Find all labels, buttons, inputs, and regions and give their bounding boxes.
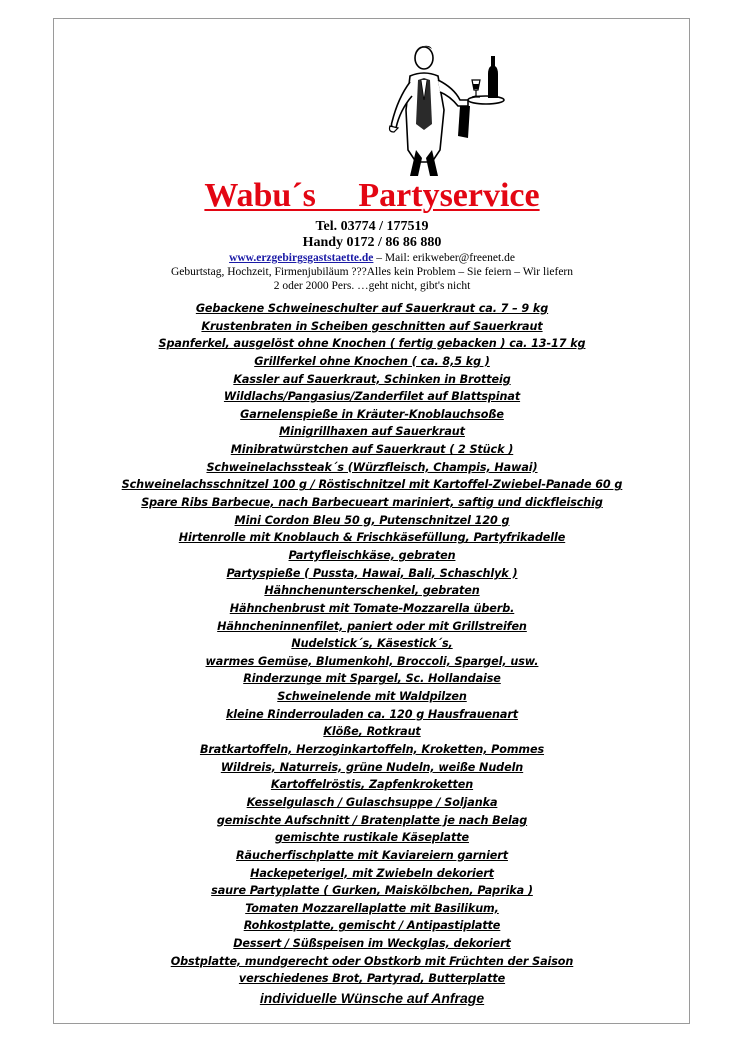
menu-item: Schweinelende mit Waldpilzen	[277, 690, 467, 704]
menu-item: gemischte rustikale Käseplatte	[275, 831, 469, 845]
menu-item: Mini Cordon Bleu 50 g, Putenschnitzel 120 g	[234, 513, 510, 527]
menu-item: Hähnchenbrust mit Tomate-Mozzarella überb.	[229, 601, 515, 615]
menu-item: Kesselgulasch / Gulaschsuppe / Soljanka	[246, 795, 498, 809]
menu-item: Hähncheninnenfilet, paniert oder mit Grillstreifen	[217, 619, 527, 633]
contact-line	[0, 251, 744, 265]
menu-list	[56, 300, 688, 988]
mail-text: – Mail: erikweber@freenet.de	[373, 252, 515, 264]
menu-item: Räucherfischplatte mit Kaviareiern garniert	[236, 848, 508, 862]
phone-number: Tel. 03774 / 177519	[315, 219, 429, 234]
menu-item: Spanferkel, ausgelöst ohne Knochen ( fertig gebacken ) ca. 13-17 kg	[158, 337, 586, 351]
menu-item: Minigrillhaxen auf Sauerkraut	[279, 425, 465, 439]
menu-item: Wildreis, Naturreis, grüne Nudeln, weiße Nudeln	[220, 760, 524, 774]
menu-item: Grillferkel ohne Knochen ( ca. 8,5 kg )	[254, 354, 490, 368]
menu-item: Kartoffelröstis, Zapfenkroketten	[270, 778, 474, 792]
menu-item: Nudelstick´s, Käsestick´s,	[291, 637, 453, 651]
menu-item: Tomaten Mozzarellaplatte mit Basilikum,	[245, 901, 499, 915]
menu-item: Bratkartoffeln, Herzoginkartoffeln, Kroketten, Pommes	[199, 743, 545, 757]
menu-item: Schweinelachsschnitzel 100 g / Röstischnitzel mit Kartoffel-Zwiebel-Panade 60 g	[121, 478, 623, 492]
menu-item: Obstplatte, mundgerecht oder Obstkorb mit Früchten der Saison	[170, 954, 574, 968]
mobile-number: Handy 0172 / 86 86 880	[302, 235, 442, 250]
waiter-illustration-icon	[388, 40, 506, 180]
menu-item: Partyspieße ( Pussta, Hawai, Bali, Schaschlyk )	[226, 566, 518, 580]
menu-item: Garnelenspieße in Kräuter-Knoblauchsoße	[240, 407, 504, 421]
menu-item: Spare Ribs Barbecue, nach Barbecueart mariniert, saftig und dickfleischig	[141, 496, 603, 510]
custom-requests-note: individuelle Wünsche auf Anfrage	[259, 990, 485, 1006]
menu-item: Schweinelachssteak´s (Würzfleisch, Champis, Hawai)	[206, 460, 538, 474]
menu-item: verschiedenes Brot, Partyrad, Butterplatte	[238, 972, 506, 986]
menu-item: warmes Gemüse, Blumenkohl, Broccoli, Spargel, usw.	[205, 654, 539, 668]
page-title: Wabu´s Partyservice	[204, 177, 540, 214]
menu-item: Rinderzunge mit Spargel, Sc. Hollandaise	[243, 672, 501, 686]
menu-item: Partyfleischkäse, gebraten	[288, 548, 456, 562]
menu-item: Krustenbraten in Scheiben geschnitten auf Sauerkraut	[201, 319, 543, 333]
menu-item: Dessert / Süßspeisen im Weckglas, dekoriert	[233, 937, 511, 951]
menu-item: kleine Rinderrouladen ca. 120 g Hausfrauenart	[225, 707, 519, 721]
menu-item: saure Partyplatte ( Gurken, Maiskölbchen, Paprika )	[211, 884, 533, 898]
menu-item: Wildlachs/Pangasius/Zanderfilet auf Blattspinat	[223, 390, 521, 404]
tagline-2: 2 oder 2000 Pers. …geht nicht, gibt's nicht	[273, 280, 471, 292]
website-link[interactable]: www.erzgebirgsgaststaette.de	[229, 252, 374, 264]
menu-item: Hackepeterigel, mit Zwiebeln dekoriert	[250, 866, 494, 880]
menu-item: gemischte Aufschnitt / Bratenplatte je nach Belag	[216, 813, 528, 827]
menu-item: Kassler auf Sauerkraut, Schinken in Brotteig	[233, 372, 511, 386]
menu-item: Gebackene Schweineschulter auf Sauerkraut ca. 7 – 9 kg	[195, 302, 549, 315]
menu-item: Rohkostplatte, gemischt / Antipastiplatte	[243, 919, 501, 933]
menu-item: Klöße, Rotkraut	[323, 725, 421, 739]
tagline-1: Geburtstag, Hochzeit, Firmenjubiläum ???Alles kein Problem – Sie feiern – Wir liefern	[170, 266, 574, 278]
menu-item: Minibratwürstchen auf Sauerkraut ( 2 Stück )	[230, 443, 514, 457]
menu-item: Hirtenrolle mit Knoblauch & Frischkäsefüllung, Partyfrikadelle	[178, 531, 566, 545]
menu-item: Hähnchenunterschenkel, gebraten	[264, 584, 480, 598]
